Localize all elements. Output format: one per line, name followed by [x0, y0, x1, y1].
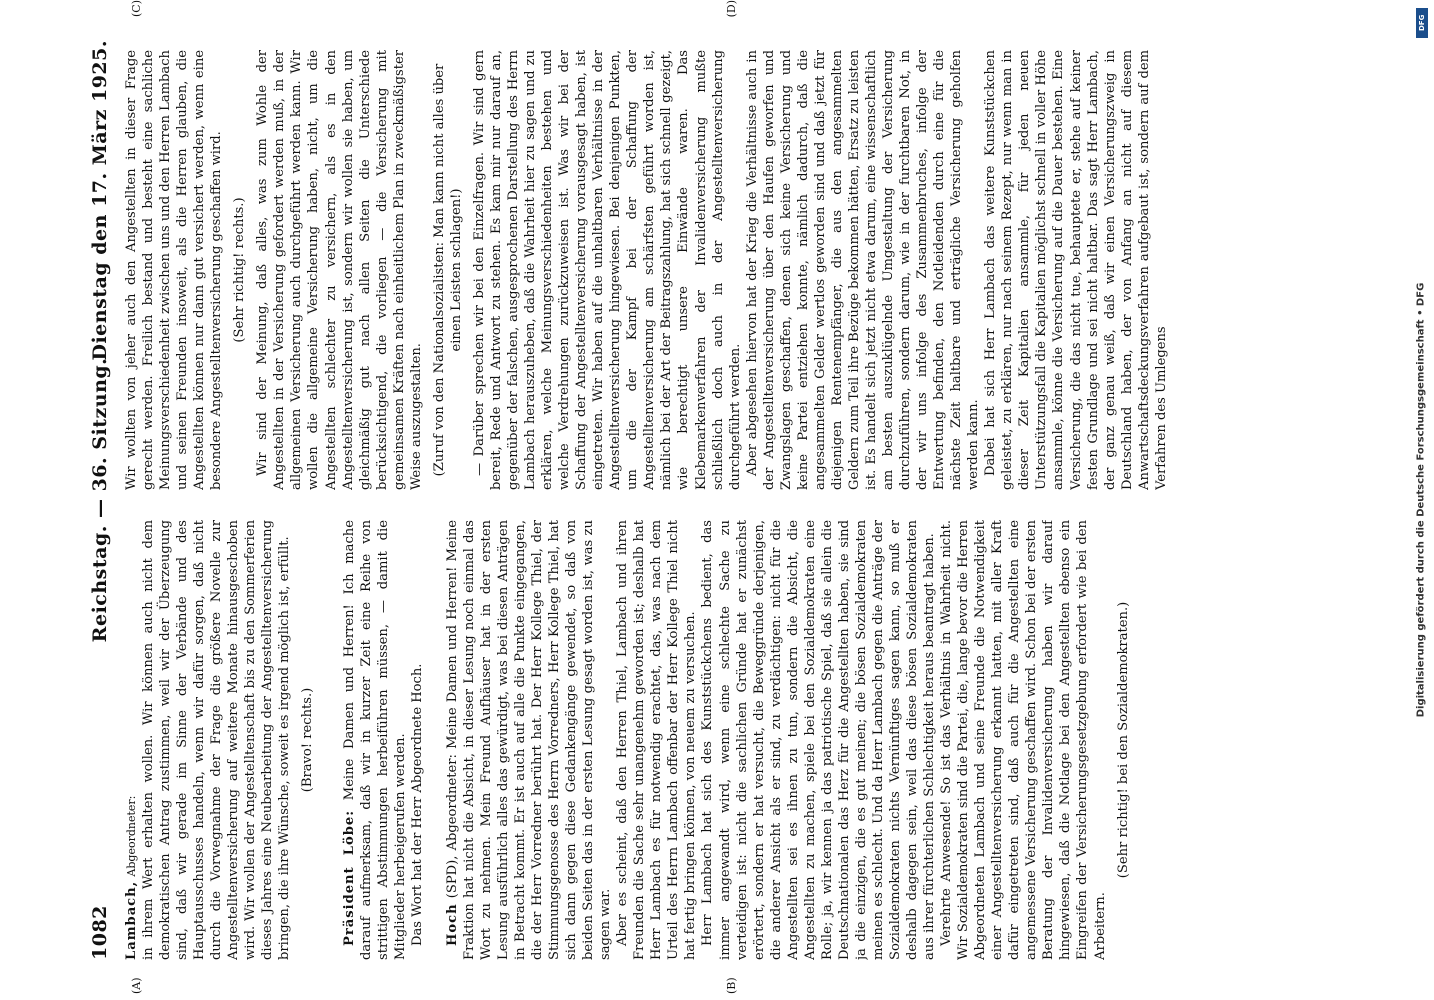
paragraph: Aber abgesehen hiervon hat der Krieg die Verhältnisse auch in der Angestelltenversicherung über den Haufen geworfen und Zwangslagen geschaffen, denen sich keine Versicherung und keine Partei entziehen konnte, nämlich dadurch, daß die angesammelten Gelder wertlos geworden sind und daß jetzt für diejenigen Rentenempfänger, die aus den angesammelten Geldern zum Teil ihre Bezüge bekommen hätten, Ersatz zu leisten ist. Es handelt sich jetzt nicht etwa darum, eine wissenschaftlich am besten auszuklügelnde Umgestaltung der Versicherung durchzuführen, sondern darum, wie in der furchtbaren Not, in der wir uns infolge des Zusammenbruches, infolge der Entwertung befinden, den Notleidenden durch eine für die nächste Zeit haltbare und erträgliche Versicherung geholfen werden kann. — [744, 50, 982, 490]
paragraph: Dabei hat sich Herr Lambach das weitere Kunststückchen geleistet, zu erklären, nur nach seinem Rezept, nur wenn man in dieser Zeit Kapitalien ansammle, für jeden neuen Unterstützungsfall die Kapitalien möglichst schnell in voller Höhe ansammle, könne die Versicherung auf die Dauer bestehen. Eine Versicherung, die das nicht tue, behauptete er, stehe auf keiner festen Grundlage und sei nicht haltbar. Das sagt Herr Lambach, der ganz genau weiß, daß wir einen Versicherungszweig in Deutschland haben, der von Anfang an nicht auf diesem Anwartschaftsdeckungsverfahren aufgebaut ist, sondern auf dem Verfahren des Umlegens — [983, 50, 1169, 490]
dfg-logo: DFG — [1416, 8, 1428, 38]
speaker-role: Abgeordneter: — [125, 795, 138, 877]
paragraph: Das Wort hat der Herr Abgeordnete Hoch. — [409, 663, 425, 946]
speaker-hoch: Hoch — [444, 903, 460, 946]
paragraph: Herr Lambach hat sich des Kunststückchens bedient, das immer angewandt wird, wenn eine schlechte Sache zu verteidigen ist: nicht die sachlichen Gründe hat er zunächst erörtert, sondern er hat versucht, die Beweggründe derjenigen, die anderer Ansicht als er sind, zu verdächtigen: nicht für die Angestellten sei es ihnen zu tun, sondern die Absicht, die Angestellten zu machen, spiele bei den Sozialdemokraten eine Rolle; ja, wir kennen ja das patriotische Spiel, daß sie allein die Deutschnationalen das Herz für die Angestellten haben, sie sind ja die einzigen, die es gut meinen; die bösen Sozialdemokraten meinen es schlecht. Und da Herr Lambach gegen die Anträge der Sozialdemokraten nichts Vernünftiges sagen kann, so muß er deshalb dagegen sein, weil das diese bösen Sozialdemokraten aus ihrer fürchterlichen Schlechtigkeit heraus beantragt haben. — [700, 520, 938, 960]
margin-marker-b: (B) — [725, 977, 738, 994]
applause-note: (Bravo! rechts.) — [300, 687, 316, 793]
speaker-president: Präsident Löbe: — [341, 809, 357, 946]
president-text: Meine Damen und Herren! Ich mache darauf aufmerksam, daß wir in kurzer Zeit eine Reihe von strittigen Abstimmungen herbeiführen müssen, — damit die Mitglieder herbeigerufen werden. — [341, 520, 408, 960]
paragraph: Wir sind der Meinung, daß alles, was zum Wohle der Angestellten in der Versicherung gefordert werden muß, in der allgemeinen Versicherung auch durchgeführt werden kann. Wir wollen die allgemeine Versicherung haben, nicht, um die Angestellten schlechter zu versichern, als es in den Angestelltenversicherung ist, sondern wir wollen sie haben, um gleichmäßig gut nach allen Seiten die Unterschiede berücksichtigend, die vorliegen — die Versicherung mit gemeinsamen Kräften nach einheitlichem Plan in zweckmäßigster Weise auszugestalten. — [255, 50, 424, 490]
hoch-text: Meine Damen und Herren! Meine Fraktion hat nicht die Absicht, in dieser Lesung noch einmal das Wort zu nehmen. Mein Freund Aufhäuser hat in der ersten Lesung ausführlich alles das gewürdigt, was bei diesen Anträgen in Betracht kommt. Er ist auch auf alle die Punkte eingegangen, die der Herr Vorredner berührt hat. Der Herr Kollege Thiel, der Stimmungsgenosse des Herrn Vorredners, Herr Kollege Thiel, hat sich dann gegen diese Gedankengänge gewendet, so daß von beiden Seiten das in der ersten Lesung gesagt worden ist, was zu sagen war. — [444, 520, 614, 960]
paragraph: in ihrem Wert erhalten wollen. Wir können auch nicht dem demokratischen Antrag zustimmen, weil wir der Überzeugung sind, daß wir gerade im Sinne der Verbände und des Hauptausschusses handeln, wenn wir dafür sorgen, daß nicht durch die Vorwegnahme der Frage die größere Novelle zur Angestelltenversicherung auf weitere Monate hinausgeschoben wird. Wir wollen der Angestelltenschaft bis zu den Sommerferien dieses Jahres eine Neubearbeitung der Angestelltenversicherung bringen, die ihre Wünsche, soweit es irgend möglich ist, erfüllt. — [141, 520, 293, 960]
left-column — [123, 520, 1313, 960]
document-page — [85, 0, 1315, 994]
right-column — [123, 50, 1313, 490]
applause-note: (Sehr richtig! rechts.) — [232, 197, 248, 343]
interjection-note: (Zuruf von den Nationalsozialisten: Man kann nicht alles über einen Leisten schlagen!) — [431, 63, 464, 477]
hoch-paragraph — [444, 520, 614, 960]
digitization-note: Digitalisierung gefördert durch die Deutsche Forschungsgemeinschaft • DFG — [1415, 282, 1427, 718]
margin-marker-c: (C) — [130, 0, 143, 17]
paragraph: Aber es scheint, daß den Herren Thiel, Lambach und ihren Freunden die Sache sehr unangenehm geworden ist; deshalb hat Herr Lambach es für notwendig erachtet, das, was nach dem Urteil des Herrn Lambach offenbar der Herr Kollege Thiel nicht hat fertig bringen können, von neuem zu versuchen. — [615, 520, 699, 960]
header-date: Dienstag den 17. März 1925. — [89, 40, 111, 361]
paragraph: Verehrte Anwesende! So ist das Verhältnis in Wahrheit nicht. Wir Sozialdemokraten sind die Partei, die, lange bevor die Herren Abgeordneten Lambach und seine Freunde die Notwendigkeit einer Angestelltenversicherung erkannt hatten, mit aller Kraft dafür eingetreten sind, daß auch für die Angestellten eine angemessene Versicherung geschaffen wird. Schon bei der ersten Beratung der Invalidenversicherung haben wir darauf hingewiesen, daß die Notlage bei den Angestellten ebenso ein Eingreifen der Versicherungsgesetzgebung erfordert wie bei den Arbeitern. — [939, 520, 1108, 960]
applause-note: (Sehr richtig! bei den Sozialdemokraten.) — [1115, 601, 1131, 879]
president-paragraph — [341, 520, 409, 960]
hoch-party: (SPD), Abgeordneter: — [444, 754, 460, 899]
paragraph: — Darüber sprechen wir bei den Einzelfragen. Wir sind gern bereit, Rede und Antwort zu stehen. Es kam mir nur darauf an, gegenüber der falschen, ausgesprochenen Darstellung des Herrn Lambach herauszuheben, daß die Wahrheit hier zu sagen und zu erklären, welche Meinungsverschiedenheiten bestehen und welche Verdrehungen zurückzuweisen ist. Was wir bei der Schaffung der Angestelltenversicherung vorausgesagt haben, ist eingetreten. Wir haben auf die unhaltbaren Verhältnisse in der Angestelltenversicherung hingewiesen. Bei denjenigen Punkten, um die der Kampf bei der Schaffung der Angestelltenversicherung am schärfsten geführt worden ist, nämlich bei der Art der Beitragszahlung, hat sich schnell gezeigt, wie berechtigt unsere Einwände waren. Das Klebemarkenverfahren der Invalidenversicherung mußte schließlich doch auch in der Angestelltenversicherung durchgeführt werden. — [471, 50, 743, 490]
margin-marker-d: (D) — [725, 0, 738, 18]
speaker-line — [123, 520, 140, 960]
page-number: 1082 — [89, 905, 111, 960]
header-title: Reichstag. — 36. Sitzung. — [89, 357, 111, 643]
paragraph: Wir wollten von jeher auch den Angestellten in dieser Frage gerecht werden. Freilich bestand und besteht eine sachliche Meinungsverschiedenheit zwischen uns und den Herren Lambach und seinen Freunden insoweit, als die Herren glauben, die Angestellten können nur dann gut versichert werden, wenn eine besondere Angestelltenversicherung geschaffen wird. — [124, 50, 225, 490]
speaker-lambach: Lambach, — [124, 880, 139, 960]
margin-marker-a: (A) — [130, 977, 143, 994]
page-header — [85, 40, 119, 960]
